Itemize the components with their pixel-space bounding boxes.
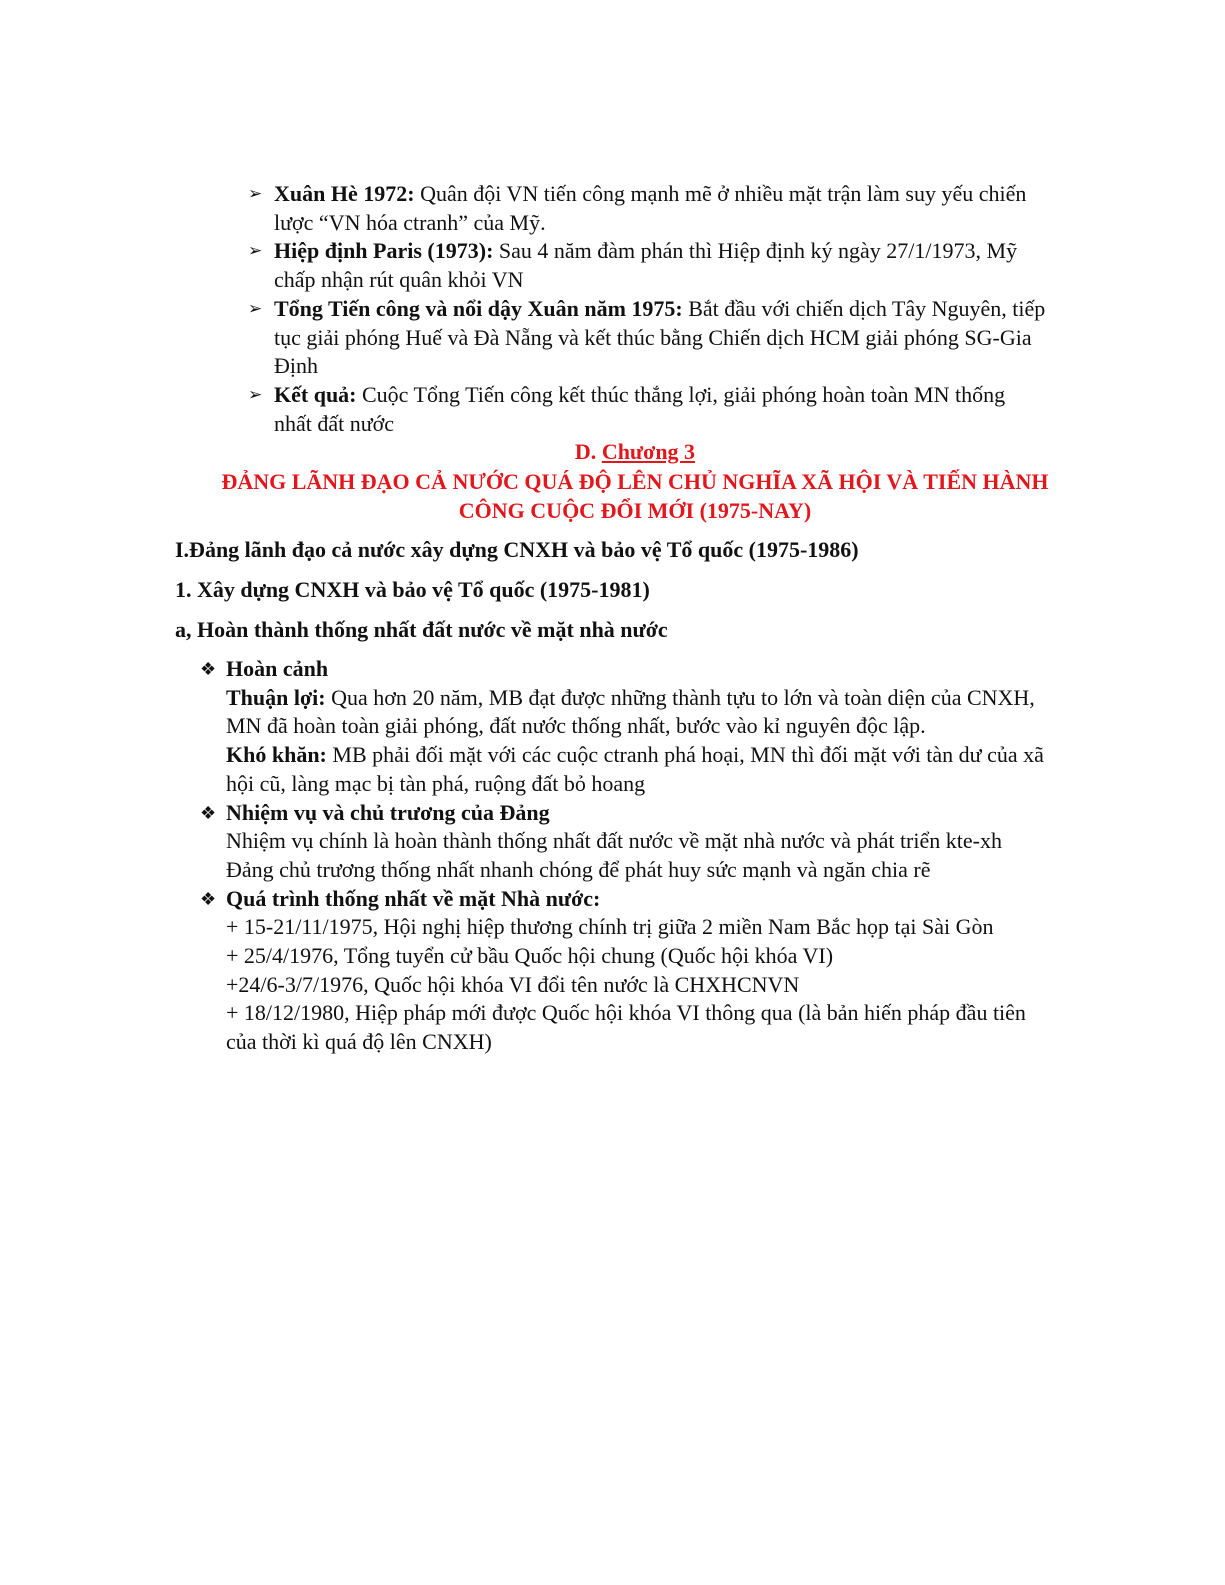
process-heading <box>200 885 1060 914</box>
bullet-text: Sau 4 năm đàm phán thì Hiệp định ký ngày 27/1/1973, Mỹ chấp nhận rút quân khỏi VN <box>274 238 1018 293</box>
chapter-label: Chương 3 <box>601 439 696 464</box>
favorable-paragraph <box>226 684 1060 741</box>
context-heading <box>200 655 1060 684</box>
process-event: + 25/4/1976, Tổng tuyển cử bầu Quốc hội chung (Quốc hội khóa VI) <box>226 943 834 969</box>
arrow-bullet-icon: ➢ <box>248 184 263 203</box>
process-event: + 15-21/11/1975, Hội nghị hiệp thương chính trị giữa 2 miền Nam Bắc họp tại Sài Gòn <box>226 914 994 940</box>
chapter-heading <box>200 438 1070 467</box>
process-body <box>200 913 1060 1057</box>
process-event: + 18/12/1980, Hiệp pháp mới được Quốc hội khóa VI thông qua (là bản hiến pháp đầu tiên của thời kì quá độ lên CNXH) <box>226 1000 1026 1055</box>
context-section <box>200 655 1060 799</box>
bullet-label: Tổng Tiến công và nổi dậy Xuân năm 1975: <box>274 295 683 321</box>
arrow-bullet-icon: ➢ <box>248 384 263 404</box>
arrow-bullet-icon: ➢ <box>248 298 263 318</box>
subsection-heading: 1. Xây dựng CNXH và bảo vệ Tổ quốc (1975-1981) <box>175 577 650 602</box>
bullet-label: Hiệp định Paris (1973): <box>274 238 494 264</box>
diamond-bullet-list <box>200 655 1060 1057</box>
tasks-section <box>200 799 1060 885</box>
tasks-heading <box>200 799 1060 828</box>
arrow-bullet-item <box>248 295 1048 381</box>
arrow-bullet-item <box>248 381 1048 438</box>
diamond-bullet-icon: ❖ <box>200 888 217 909</box>
difficult-label: Khó khăn: <box>226 742 327 768</box>
difficult-paragraph <box>226 741 1060 798</box>
arrow-bullet-item <box>248 237 1048 294</box>
context-body <box>200 684 1060 799</box>
context-title: Hoàn cảnh <box>226 656 329 681</box>
diamond-bullet-icon: ❖ <box>200 659 217 679</box>
arrow-bullet-icon: ➢ <box>248 241 263 261</box>
favorable-label: Thuận lợi: <box>226 684 326 710</box>
process-section <box>200 885 1060 1057</box>
tasks-line: Nhiệm vụ chính là hoàn thành thống nhất đất nước về mặt nhà nước và phát triển kte-xh <box>226 828 1002 854</box>
tasks-body <box>200 827 1060 884</box>
process-event: +24/6-3/7/1976, Quốc hội khóa VI đổi tên nước là CHXHCNVN <box>226 971 800 997</box>
bullet-label: Xuân Hè 1972: <box>274 181 415 206</box>
difficult-text: MB phải đối mặt với các cuộc ctranh phá hoại, MN thì đối mặt với tàn dư của xã hội cũ, làng mạc bị tàn phá, ruộng đất bỏ hoang <box>226 742 1044 796</box>
process-title: Quá trình thống nhất về mặt Nhà nước: <box>226 885 601 911</box>
subsection-heading-a: a, Hoàn thành thống nhất đất nước về mặt nhà nước <box>175 617 668 642</box>
arrow-bullet-item <box>248 180 1048 237</box>
tasks-line: Đảng chủ trương thống nhất nhanh chóng để phát huy sức mạnh và ngăn chia rẽ <box>226 856 931 882</box>
bullet-label: Kết quả: <box>274 381 357 407</box>
arrow-bullet-list <box>248 180 1048 438</box>
diamond-bullet-icon: ❖ <box>200 802 217 823</box>
tasks-title: Nhiệm vụ và chủ trương của Đảng <box>226 799 550 825</box>
bullet-text: Cuộc Tổng Tiến công kết thúc thắng lợi, giải phóng hoàn toàn MN thống nhất đất nước <box>274 381 1006 436</box>
bullet-text: Bắt đầu với chiến dịch Tây Nguyên, tiếp tục giải phóng Huế và Đà Nẵng và kết thúc bằng Chiến dịch HCM giải phóng SG-Gia Định <box>274 295 1046 379</box>
chapter-title: ĐẢNG LÃNH ĐẠO CẢ NƯỚC QUÁ ĐỘ LÊN CHỦ NGHĨA XÃ HỘI VÀ TIẾN HÀNH CÔNG CUỘC ĐỔI MỚI (1975-NAY) <box>221 469 1049 523</box>
section-heading: I.Đảng lãnh đạo cả nước xây dựng CNXH và bảo vệ Tổ quốc (1975-1986) <box>175 537 859 562</box>
favorable-text: Qua hơn 20 năm, MB đạt được những thành tựu to lớn và toàn diện của CNXH, MN đã hoàn toàn giải phóng, đất nước thống nhất, bước vào kỉ nguyên độc lập. <box>226 684 1035 739</box>
bullet-text: Quân đội VN tiến công mạnh mẽ ở nhiều mặt trận làm suy yếu chiến lược “VN hóa ctranh” của Mỹ. <box>274 181 1027 235</box>
chapter-prefix: D. <box>574 439 602 464</box>
